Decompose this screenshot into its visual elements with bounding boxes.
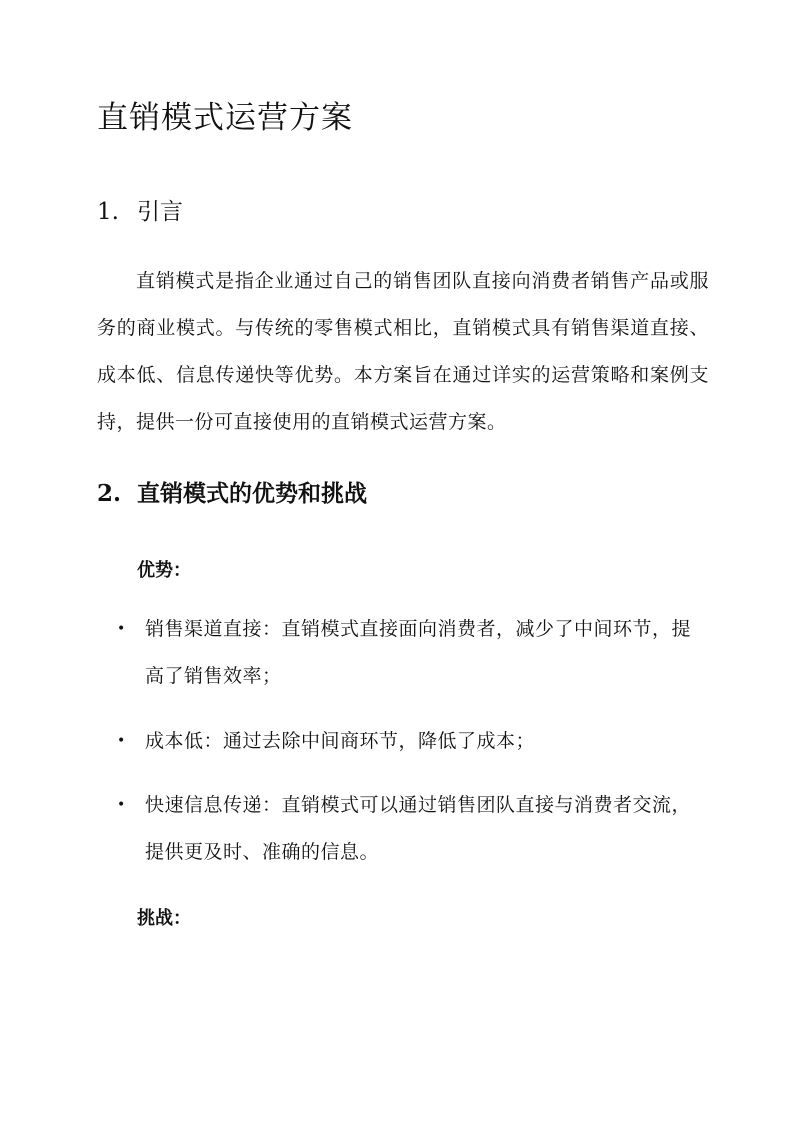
list-item-text: 快速信息传递：直销模式可以通过销售团队直接与消费者交流，提供更及时、准确的信息。 (145, 794, 692, 863)
section-2-title: 直销模式的优势和挑战 (137, 480, 367, 507)
advantages-label: 优势： (137, 560, 191, 581)
bullet-icon: • (117, 621, 126, 637)
section-1-number: 1. (97, 199, 119, 225)
list-item-text: 成本低：通过去除中间商环节，降低了成本； (145, 730, 536, 752)
bullet-icon: • (117, 797, 126, 813)
section-2-heading (97, 479, 367, 509)
section-1-title: 引言 (137, 199, 183, 225)
intro-paragraph: 直销模式是指企业通过自己的销售团队直接向消费者销售产品或服务的商业模式。与传统的零售模式相比，直销模式具有销售渠道直接、成本低、信息传递快等优势。本方案旨在通过详实的运营策略和案例支持，提供一份可直接使用的直销模式运营方案。 (97, 270, 709, 433)
section-2-number: 2. (97, 480, 122, 507)
list-item (117, 606, 697, 700)
list-item (117, 782, 697, 876)
list-item-text: 销售渠道直接：直销模式直接面向消费者，减少了中间环节，提高了销售效率； (145, 618, 692, 687)
list-item (117, 718, 697, 765)
bullet-icon: • (117, 733, 126, 749)
section-1-heading (97, 197, 183, 227)
document-title: 直销模式运营方案 (97, 100, 353, 136)
challenges-label: 挑战： (137, 908, 191, 929)
